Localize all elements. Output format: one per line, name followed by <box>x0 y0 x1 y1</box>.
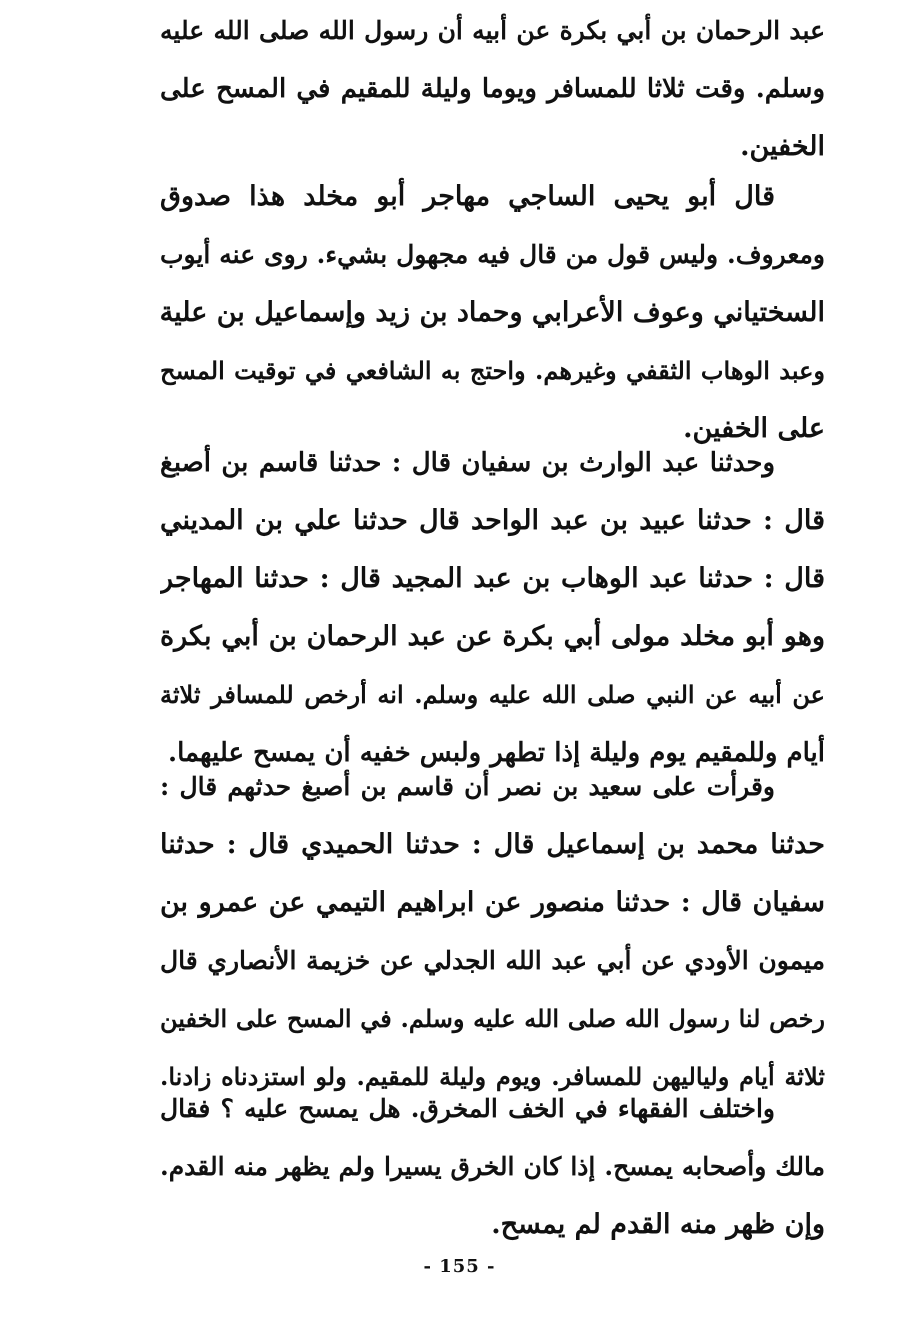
paragraph-1 <box>160 2 825 176</box>
text-line: وحدثنا عبد الوارث بن سفيان قال : حدثنا قاسم بن أصبغ <box>160 448 775 478</box>
paragraph-3 <box>160 434 825 782</box>
text-line: واختلف الفقهاء في الخف المخرق. هل يمسح عليه ؟ فقال <box>160 1094 775 1123</box>
text-line: عبد الرحمان بن أبي بكرة عن أبيه أن رسول الله صلى الله عليه <box>160 16 825 45</box>
text-line: وإن ظهر منه القدم لم يمسح. <box>491 1209 825 1240</box>
book-page <box>160 0 825 1335</box>
text-line: مالك وأصحابه يمسح. إذا كان الخرق يسيرا ولم يظهر منه القدم. <box>160 1152 825 1181</box>
text-line: السختياني وعوف الأعرابي وحماد بن زيد وإسماعيل بن علية <box>160 297 825 328</box>
text-line: ثلاثة أيام ولياليهن للمسافر. ويوم وليلة للمقيم. ولو استزدناه زادنا. <box>160 1062 825 1091</box>
text-line: قال : حدثنا عبيد بن عبد الواحد قال حدثنا علي بن المديني <box>160 505 825 536</box>
text-line: وهو أبو مخلد مولى أبي بكرة عن عبد الرحمان بن أبي بكرة <box>160 621 825 652</box>
paragraph-5 <box>160 1080 825 1254</box>
text-line: ميمون الأودي عن أبي عبد الله الجدلي عن خزيمة الأنصاري قال <box>160 946 825 975</box>
text-line: ومعروف. وليس قول من قال فيه مجهول بشيء. روى عنه أيوب <box>160 240 825 269</box>
text-line: الخفين. <box>740 131 825 162</box>
text-line: سفيان قال : حدثنا منصور عن ابراهيم التيمي عن عمرو بن <box>160 887 825 918</box>
page-number: - 155 - <box>423 1256 496 1277</box>
text-line: على الخفين. <box>683 413 825 444</box>
text-line: حدثنا محمد بن إسماعيل قال : حدثنا الحميدي قال : حدثنا <box>160 829 825 860</box>
text-line: وسلم. وقت ثلاثا للمسافر ويوما وليلة للمقيم في المسح على <box>160 74 825 104</box>
text-line: وعبد الوهاب الثقفي وغيرهم. واحتج به الشافعي في توقيت المسح <box>160 356 825 385</box>
text-line: وقرأت على سعيد بن نصر أن قاسم بن أصبغ حدثهم قال : <box>160 772 775 801</box>
text-line: قال أبو يحيى الساجي مهاجر أبو مخلد هذا صدوق <box>160 181 775 212</box>
paragraph-4 <box>160 758 825 1106</box>
text-line: رخص لنا رسول الله صلى الله عليه وسلم. في المسح على الخفين <box>160 1004 825 1033</box>
text-line: أيام وللمقيم يوم وليلة إذا تطهر ولبس خفيه أن يمسح عليهما. <box>168 738 825 768</box>
text-line: عن أبيه عن النبي صلى الله عليه وسلم. انه أرخص للمسافر ثلاثة <box>160 680 825 709</box>
paragraph-2 <box>160 168 825 458</box>
text-line: قال : حدثنا عبد الوهاب بن عبد المجيد قال : حدثنا المهاجر <box>160 563 825 594</box>
